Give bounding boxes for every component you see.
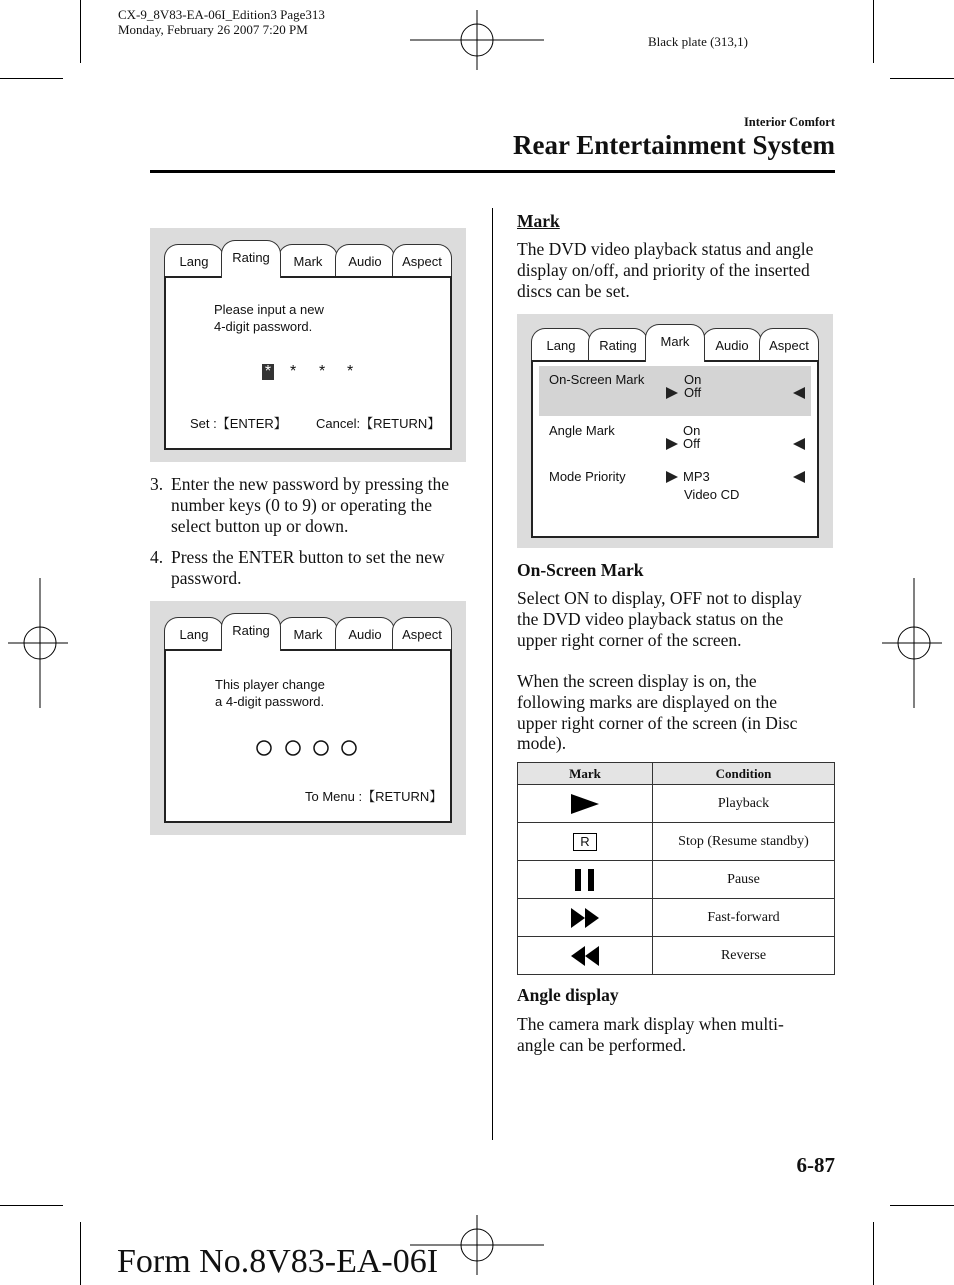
tab-mark[interactable]: Mark <box>278 244 338 278</box>
empty-digit-circles-icon <box>256 739 366 757</box>
screen-body <box>531 360 819 538</box>
play-icon <box>571 794 599 814</box>
tab-aspect[interactable]: Aspect <box>392 244 452 278</box>
password-digit: * <box>347 363 354 380</box>
page-title: Rear Entertainment System <box>513 130 835 160</box>
password-digit: * <box>319 363 326 380</box>
marks-table <box>517 762 835 975</box>
onscreen-paragraph-1 <box>517 588 847 650</box>
setting-label-mode-priority[interactable]: Mode Priority <box>549 469 626 484</box>
resume-r-icon: R <box>573 833 597 851</box>
tab-rating[interactable]: Rating <box>221 240 281 278</box>
condition-cell: Playback <box>653 785 835 823</box>
page-number: 6-87 <box>796 1153 835 1177</box>
tab-rating[interactable]: Rating <box>221 613 281 651</box>
table-header-row <box>518 763 835 785</box>
mark-heading: Mark <box>517 211 560 231</box>
table-row <box>518 899 835 937</box>
angle-display-heading: Angle display <box>517 985 619 1005</box>
setting-label-angle-mark[interactable]: Angle Mark <box>549 423 615 438</box>
setting-label-onscreen-mark[interactable]: On-Screen Mark <box>549 372 645 387</box>
tab-mark[interactable]: Mark <box>645 324 705 362</box>
mark-cell <box>518 823 653 861</box>
table-row <box>518 937 835 975</box>
prompt-line2: 4-digit password. <box>214 319 313 334</box>
tab-lang[interactable]: Lang <box>164 244 224 278</box>
tab-rating[interactable]: Rating <box>588 328 648 362</box>
selector-arrow-right-icon <box>666 471 678 483</box>
paragraph-line: Select ON to display, OFF not to display <box>517 588 802 608</box>
tab-audio[interactable]: Audio <box>335 617 395 651</box>
paragraph-line: upper right corner of the screen. <box>517 629 742 650</box>
reverse-icon <box>571 946 599 966</box>
cancel-return-label[interactable]: Cancel:【RETURN】 <box>316 416 441 431</box>
message-line2: a 4-digit password. <box>215 694 325 709</box>
onscreen-paragraph-2 <box>517 671 847 754</box>
selector-arrow-right-icon <box>666 438 678 450</box>
mark-cell <box>518 899 653 937</box>
paragraph-line: angle can be performed. <box>517 1034 687 1055</box>
angle-display-paragraph <box>517 1014 847 1056</box>
selector-arrow-left-icon[interactable] <box>793 471 805 483</box>
tab-lang[interactable]: Lang <box>164 617 224 651</box>
step-text-line: number keys (0 to 9) or operating the <box>171 495 432 515</box>
condition-cell: Stop (Resume standby) <box>653 823 835 861</box>
table-row <box>518 785 835 823</box>
column-header-condition: Condition <box>653 763 835 785</box>
set-enter-label[interactable]: Set :【ENTER】 <box>190 416 287 431</box>
password-digit: * <box>264 363 272 380</box>
password-digit: * <box>290 363 297 380</box>
file-info-line1: CX-9_8V83-EA-06I_Edition3 Page313 <box>118 7 325 22</box>
prompt-line1: Please input a new <box>214 302 324 317</box>
crop-mark <box>873 0 874 63</box>
table-row <box>518 823 835 861</box>
option-on[interactable]: On <box>684 372 702 387</box>
mark-cell <box>518 937 653 975</box>
crop-mark <box>890 1205 954 1206</box>
crop-mark <box>80 1222 81 1285</box>
paragraph-line: The DVD video playback status and angle <box>517 239 814 259</box>
option-on[interactable]: On <box>683 423 701 438</box>
registration-mark-icon <box>410 10 544 70</box>
fast-forward-icon <box>571 908 599 928</box>
tab-bar <box>164 617 452 651</box>
tab-bar <box>531 328 819 362</box>
screen-body <box>164 276 452 450</box>
pause-icon <box>575 869 595 891</box>
step-number: 4. <box>150 547 164 567</box>
form-number: Form No.8V83-EA-06I <box>117 1243 439 1280</box>
mark-cell <box>518 785 653 823</box>
option-off[interactable]: Off <box>684 385 702 400</box>
step-text-line: Press the ENTER button to set the new <box>171 547 445 567</box>
paragraph-line: the DVD video playback status on the <box>517 608 784 629</box>
crop-mark <box>0 78 63 79</box>
step-text-line: password. <box>171 568 242 588</box>
section-label: Interior Comfort <box>743 115 835 129</box>
tab-bar <box>164 244 452 278</box>
selector-arrow-right-icon <box>666 387 678 399</box>
paragraph-line: The camera mark display when multi- <box>517 1014 784 1034</box>
screen-mark-settings <box>517 314 833 548</box>
paragraph-line: following marks are displayed on the <box>517 691 778 712</box>
step-text-line: select button up or down. <box>171 516 349 536</box>
registration-mark-icon <box>882 578 942 708</box>
option-mp3[interactable]: MP3 <box>683 469 710 484</box>
step-text-line: Enter the new password by pressing the <box>171 474 449 494</box>
message-line1: This player change <box>215 677 325 692</box>
paragraph-line: upper right corner of the screen (in Disc <box>517 712 798 733</box>
registration-mark-icon <box>8 578 68 708</box>
column-header-mark: Mark <box>518 763 653 785</box>
title-rule <box>150 170 835 173</box>
tab-aspect[interactable]: Aspect <box>759 328 819 362</box>
step-number: 3. <box>150 474 164 494</box>
mark-paragraph <box>517 239 847 301</box>
condition-cell: Fast-forward <box>653 899 835 937</box>
condition-cell: Reverse <box>653 937 835 975</box>
screen-password-changed <box>150 601 466 835</box>
screen-password-input <box>150 228 466 462</box>
selector-arrow-left-icon[interactable] <box>793 438 805 450</box>
mark-cell <box>518 861 653 899</box>
crop-mark <box>0 1205 63 1206</box>
tab-lang[interactable]: Lang <box>531 328 591 362</box>
tab-audio[interactable]: Audio <box>702 328 762 362</box>
selector-arrow-left-icon[interactable] <box>793 387 805 399</box>
column-divider <box>492 208 493 1140</box>
plate-label: Black plate (313,1) <box>648 34 748 49</box>
tab-aspect[interactable]: Aspect <box>392 617 452 651</box>
crop-mark <box>80 0 81 63</box>
to-menu-return-label[interactable]: To Menu :【RETURN】 <box>305 789 443 804</box>
screen-body <box>164 649 452 823</box>
onscreen-mark-heading: On-Screen Mark <box>517 560 644 580</box>
crop-mark <box>890 78 954 79</box>
condition-cell: Pause <box>653 861 835 899</box>
file-info-line2: Monday, February 26 2007 7:20 PM <box>118 22 308 37</box>
table-row <box>518 861 835 899</box>
paragraph-line: discs can be set. <box>517 280 630 301</box>
paragraph-line: When the screen display is on, the <box>517 671 757 691</box>
option-video-cd[interactable]: Video CD <box>684 487 740 502</box>
tab-mark[interactable]: Mark <box>278 617 338 651</box>
option-off[interactable]: Off <box>683 436 701 451</box>
crop-mark <box>873 1222 874 1285</box>
paragraph-line: display on/off, and priority of the inserted <box>517 259 810 280</box>
paragraph-line: mode). <box>517 733 567 754</box>
tab-audio[interactable]: Audio <box>335 244 395 278</box>
